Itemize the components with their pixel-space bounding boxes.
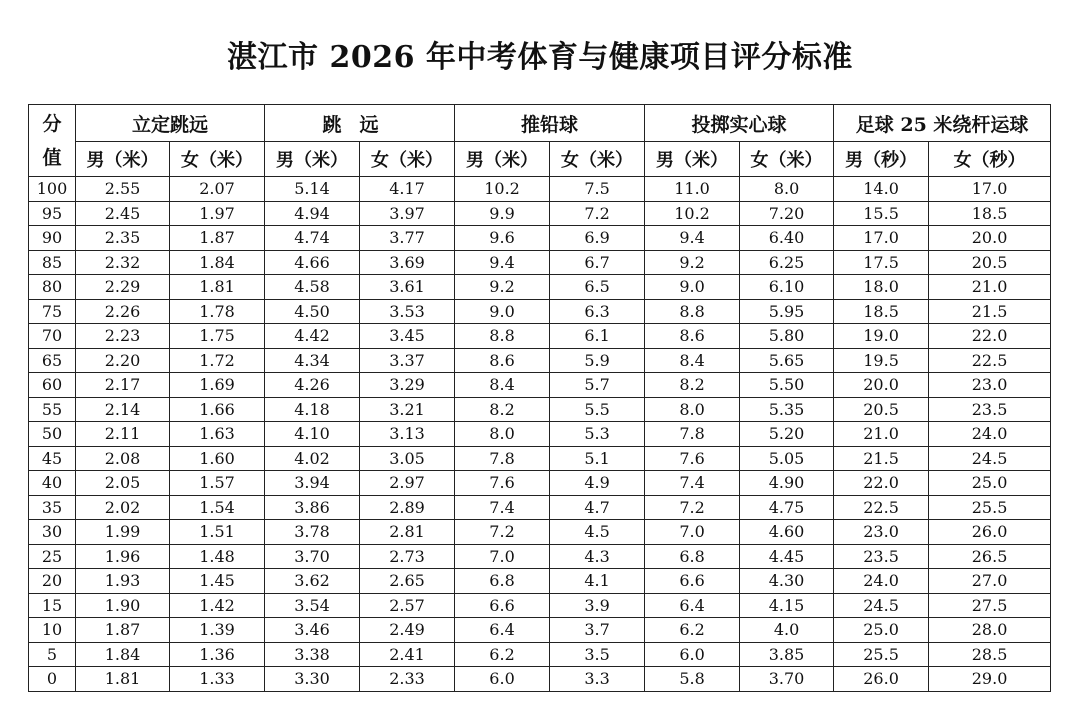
table-cell: 2.55 (76, 177, 170, 202)
score-cell: 80 (29, 275, 76, 300)
table-cell: 3.37 (360, 348, 455, 373)
table-cell: 1.48 (170, 544, 265, 569)
table-cell: 3.70 (265, 544, 360, 569)
table-cell: 4.34 (265, 348, 360, 373)
table-cell: 4.42 (265, 324, 360, 349)
table-cell: 2.23 (76, 324, 170, 349)
table-cell: 18.5 (834, 299, 929, 324)
score-cell: 25 (29, 544, 76, 569)
table-cell: 6.0 (455, 667, 550, 692)
table-cell: 22.5 (929, 348, 1051, 373)
table-cell: 2.17 (76, 373, 170, 398)
table-row (29, 446, 1051, 471)
table-cell: 7.20 (740, 201, 834, 226)
score-cell: 60 (29, 373, 76, 398)
table-cell: 1.81 (76, 667, 170, 692)
table-cell: 1.60 (170, 446, 265, 471)
table-cell: 22.0 (929, 324, 1051, 349)
table-cell: 5.14 (265, 177, 360, 202)
table-cell: 5.7 (550, 373, 645, 398)
table-cell: 6.3 (550, 299, 645, 324)
table-cell: 1.69 (170, 373, 265, 398)
table-row (29, 618, 1051, 643)
table-cell: 7.4 (645, 471, 740, 496)
table-cell: 2.33 (360, 667, 455, 692)
subheader-cell: 女（米） (170, 142, 265, 177)
table-cell: 2.02 (76, 495, 170, 520)
event-header-medicine-ball: 投掷实心球 (645, 105, 834, 142)
table-row (29, 422, 1051, 447)
table-cell: 5.50 (740, 373, 834, 398)
table-cell: 1.96 (76, 544, 170, 569)
table-cell: 20.5 (834, 397, 929, 422)
table-row (29, 593, 1051, 618)
table-cell: 5.35 (740, 397, 834, 422)
table-cell: 7.0 (645, 520, 740, 545)
table-cell: 3.54 (265, 593, 360, 618)
event-header-long-jump: 跳远 (265, 105, 455, 142)
table-cell: 5.65 (740, 348, 834, 373)
table-cell: 8.0 (645, 397, 740, 422)
table-cell: 2.11 (76, 422, 170, 447)
score-column-header (29, 105, 76, 177)
table-cell: 21.5 (834, 446, 929, 471)
table-cell: 1.42 (170, 593, 265, 618)
subheader-cell: 女（秒） (929, 142, 1051, 177)
table-cell: 9.6 (455, 226, 550, 251)
table-cell: 3.38 (265, 642, 360, 667)
table-cell: 7.2 (455, 520, 550, 545)
table-cell: 7.2 (645, 495, 740, 520)
table-cell: 8.0 (455, 422, 550, 447)
table-cell: 23.5 (834, 544, 929, 569)
table-cell: 1.39 (170, 618, 265, 643)
table-cell: 3.21 (360, 397, 455, 422)
table-cell: 9.4 (455, 250, 550, 275)
table-cell: 4.60 (740, 520, 834, 545)
subheader-cell: 男（米） (76, 142, 170, 177)
table-cell: 4.02 (265, 446, 360, 471)
table-row (29, 397, 1051, 422)
table-cell: 9.9 (455, 201, 550, 226)
subheader-cell: 男（米） (645, 142, 740, 177)
score-cell: 5 (29, 642, 76, 667)
table-cell: 1.51 (170, 520, 265, 545)
table-cell: 4.15 (740, 593, 834, 618)
table-cell: 24.5 (929, 446, 1051, 471)
table-cell: 1.84 (76, 642, 170, 667)
table-cell: 3.5 (550, 642, 645, 667)
score-cell: 95 (29, 201, 76, 226)
table-cell: 2.05 (76, 471, 170, 496)
table-cell: 4.74 (265, 226, 360, 251)
table-cell: 1.66 (170, 397, 265, 422)
table-cell: 1.81 (170, 275, 265, 300)
table-cell: 17.0 (834, 226, 929, 251)
table-cell: 2.20 (76, 348, 170, 373)
score-header-bottom: 值 (42, 146, 62, 169)
table-cell: 8.4 (455, 373, 550, 398)
table-row (29, 226, 1051, 251)
score-cell: 20 (29, 569, 76, 594)
table-cell: 20.5 (929, 250, 1051, 275)
score-cell: 70 (29, 324, 76, 349)
table-cell: 1.93 (76, 569, 170, 594)
table-cell: 7.0 (455, 544, 550, 569)
table-cell: 23.0 (834, 520, 929, 545)
table-cell: 9.0 (455, 299, 550, 324)
table-cell: 25.5 (834, 642, 929, 667)
table-cell: 5.80 (740, 324, 834, 349)
score-cell: 75 (29, 299, 76, 324)
table-cell: 4.7 (550, 495, 645, 520)
table-cell: 6.25 (740, 250, 834, 275)
table-cell: 3.30 (265, 667, 360, 692)
table-cell: 25.5 (929, 495, 1051, 520)
scoring-standard-table (28, 104, 1051, 692)
table-cell: 23.5 (929, 397, 1051, 422)
table-cell: 7.4 (455, 495, 550, 520)
table-cell: 1.84 (170, 250, 265, 275)
table-cell: 6.5 (550, 275, 645, 300)
table-cell: 9.2 (645, 250, 740, 275)
table-cell: 1.57 (170, 471, 265, 496)
table-cell: 10.2 (455, 177, 550, 202)
table-cell: 4.94 (265, 201, 360, 226)
table-cell: 1.36 (170, 642, 265, 667)
table-cell: 1.99 (76, 520, 170, 545)
table-cell: 19.5 (834, 348, 929, 373)
table-cell: 11.0 (645, 177, 740, 202)
table-cell: 6.4 (455, 618, 550, 643)
subheader-cell: 男（秒） (834, 142, 929, 177)
table-row (29, 667, 1051, 692)
table-cell: 18.0 (834, 275, 929, 300)
score-cell: 10 (29, 618, 76, 643)
table-cell: 4.9 (550, 471, 645, 496)
table-cell: 19.0 (834, 324, 929, 349)
subheader-cell: 女（米） (740, 142, 834, 177)
table-cell: 7.2 (550, 201, 645, 226)
table-cell: 1.72 (170, 348, 265, 373)
table-cell: 2.14 (76, 397, 170, 422)
event-header-shot-put: 推铅球 (455, 105, 645, 142)
event-header-standing-long-jump: 立定跳远 (76, 105, 265, 142)
table-body (29, 177, 1051, 692)
table-cell: 8.2 (645, 373, 740, 398)
table-cell: 5.5 (550, 397, 645, 422)
table-cell: 28.5 (929, 642, 1051, 667)
table-cell: 6.4 (645, 593, 740, 618)
score-cell: 40 (29, 471, 76, 496)
table-row (29, 324, 1051, 349)
table-row (29, 373, 1051, 398)
table-cell: 3.85 (740, 642, 834, 667)
table-cell: 27.0 (929, 569, 1051, 594)
table-cell: 4.3 (550, 544, 645, 569)
table-cell: 6.0 (645, 642, 740, 667)
table-cell: 8.0 (740, 177, 834, 202)
table-cell: 17.5 (834, 250, 929, 275)
table-cell: 25.0 (834, 618, 929, 643)
table-cell: 5.20 (740, 422, 834, 447)
table-cell: 2.07 (170, 177, 265, 202)
score-cell: 0 (29, 667, 76, 692)
subheader-cell: 男（米） (455, 142, 550, 177)
table-cell: 7.8 (455, 446, 550, 471)
table-row (29, 471, 1051, 496)
table-cell: 3.05 (360, 446, 455, 471)
table-row (29, 569, 1051, 594)
table-cell: 18.5 (929, 201, 1051, 226)
score-cell: 30 (29, 520, 76, 545)
table-cell: 10.2 (645, 201, 740, 226)
table-cell: 3.9 (550, 593, 645, 618)
table-cell: 5.95 (740, 299, 834, 324)
table-cell: 22.5 (834, 495, 929, 520)
table-cell: 4.75 (740, 495, 834, 520)
table-cell: 8.6 (455, 348, 550, 373)
table-cell: 3.29 (360, 373, 455, 398)
table-cell: 6.6 (645, 569, 740, 594)
table-cell: 6.40 (740, 226, 834, 251)
table-cell: 1.45 (170, 569, 265, 594)
table-row (29, 348, 1051, 373)
score-cell: 90 (29, 226, 76, 251)
table-cell: 9.2 (455, 275, 550, 300)
table-cell: 20.0 (834, 373, 929, 398)
table-row (29, 642, 1051, 667)
table-cell: 9.0 (645, 275, 740, 300)
table-cell: 4.17 (360, 177, 455, 202)
table-cell: 4.45 (740, 544, 834, 569)
table-cell: 1.78 (170, 299, 265, 324)
table-cell: 14.0 (834, 177, 929, 202)
table-cell: 3.45 (360, 324, 455, 349)
table-cell: 3.78 (265, 520, 360, 545)
table-cell: 4.90 (740, 471, 834, 496)
table-row (29, 250, 1051, 275)
table-cell: 26.0 (834, 667, 929, 692)
table-cell: 3.97 (360, 201, 455, 226)
table-row (29, 177, 1051, 202)
table-cell: 9.4 (645, 226, 740, 251)
table-cell: 2.26 (76, 299, 170, 324)
table-cell: 27.5 (929, 593, 1051, 618)
table-cell: 1.75 (170, 324, 265, 349)
table-cell: 3.70 (740, 667, 834, 692)
score-cell: 45 (29, 446, 76, 471)
table-cell: 25.0 (929, 471, 1051, 496)
table-cell: 3.94 (265, 471, 360, 496)
table-cell: 4.5 (550, 520, 645, 545)
table-cell: 3.46 (265, 618, 360, 643)
table-cell: 7.6 (645, 446, 740, 471)
table-cell: 7.8 (645, 422, 740, 447)
subheader-cell: 女（米） (550, 142, 645, 177)
table-cell: 3.61 (360, 275, 455, 300)
table-cell: 29.0 (929, 667, 1051, 692)
table-cell: 6.7 (550, 250, 645, 275)
table-cell: 1.33 (170, 667, 265, 692)
table-cell: 8.8 (455, 324, 550, 349)
table-cell: 5.9 (550, 348, 645, 373)
table-cell: 20.0 (929, 226, 1051, 251)
score-cell: 85 (29, 250, 76, 275)
table-cell: 2.73 (360, 544, 455, 569)
score-cell: 55 (29, 397, 76, 422)
table-cell: 4.10 (265, 422, 360, 447)
table-cell: 2.41 (360, 642, 455, 667)
table-cell: 7.6 (455, 471, 550, 496)
score-header-top: 分 (42, 112, 62, 135)
score-cell: 50 (29, 422, 76, 447)
table-cell: 2.32 (76, 250, 170, 275)
score-cell: 35 (29, 495, 76, 520)
table-cell: 2.81 (360, 520, 455, 545)
table-cell: 1.63 (170, 422, 265, 447)
table-cell: 2.08 (76, 446, 170, 471)
table-cell: 6.1 (550, 324, 645, 349)
table-cell: 24.0 (929, 422, 1051, 447)
table-cell: 6.8 (455, 569, 550, 594)
table-cell: 3.69 (360, 250, 455, 275)
table-cell: 4.18 (265, 397, 360, 422)
table-cell: 2.29 (76, 275, 170, 300)
table-cell: 4.58 (265, 275, 360, 300)
table-row (29, 201, 1051, 226)
table-cell: 2.35 (76, 226, 170, 251)
table-cell: 26.5 (929, 544, 1051, 569)
table-cell: 6.9 (550, 226, 645, 251)
table-cell: 6.2 (455, 642, 550, 667)
table-cell: 8.4 (645, 348, 740, 373)
table-row (29, 275, 1051, 300)
table-cell: 6.6 (455, 593, 550, 618)
table-cell: 5.3 (550, 422, 645, 447)
table-cell: 6.2 (645, 618, 740, 643)
subheader-cell: 女（米） (360, 142, 455, 177)
table-cell: 24.5 (834, 593, 929, 618)
table-cell: 22.0 (834, 471, 929, 496)
table-cell: 2.57 (360, 593, 455, 618)
table-cell: 1.90 (76, 593, 170, 618)
table-cell: 8.2 (455, 397, 550, 422)
gender-unit-header-row (29, 142, 1051, 177)
score-cell: 65 (29, 348, 76, 373)
table-cell: 8.8 (645, 299, 740, 324)
table-cell: 5.1 (550, 446, 645, 471)
table-cell: 21.0 (834, 422, 929, 447)
table-cell: 2.65 (360, 569, 455, 594)
table-row (29, 299, 1051, 324)
table-header (29, 105, 1051, 177)
table-cell: 6.10 (740, 275, 834, 300)
table-cell: 24.0 (834, 569, 929, 594)
table-cell: 3.62 (265, 569, 360, 594)
table-cell: 3.77 (360, 226, 455, 251)
table-cell: 2.45 (76, 201, 170, 226)
table-cell: 2.97 (360, 471, 455, 496)
table-cell: 3.53 (360, 299, 455, 324)
table-cell: 4.1 (550, 569, 645, 594)
table-cell: 8.6 (645, 324, 740, 349)
table-cell: 7.5 (550, 177, 645, 202)
table-cell: 1.54 (170, 495, 265, 520)
table-cell: 17.0 (929, 177, 1051, 202)
table-cell: 3.13 (360, 422, 455, 447)
table-cell: 26.0 (929, 520, 1051, 545)
table-cell: 4.30 (740, 569, 834, 594)
subheader-cell: 男（米） (265, 142, 360, 177)
table-cell: 1.97 (170, 201, 265, 226)
table-cell: 3.7 (550, 618, 645, 643)
table-cell: 4.26 (265, 373, 360, 398)
table-row (29, 495, 1051, 520)
table-cell: 23.0 (929, 373, 1051, 398)
score-cell: 15 (29, 593, 76, 618)
table-cell: 6.8 (645, 544, 740, 569)
table-cell: 5.05 (740, 446, 834, 471)
table-cell: 4.50 (265, 299, 360, 324)
event-header-football-dribble: 足球 25 米绕杆运球 (834, 105, 1051, 142)
table-cell: 21.5 (929, 299, 1051, 324)
table-row (29, 544, 1051, 569)
table-cell: 2.89 (360, 495, 455, 520)
table-cell: 1.87 (170, 226, 265, 251)
table-cell: 2.49 (360, 618, 455, 643)
table-row (29, 520, 1051, 545)
table-cell: 21.0 (929, 275, 1051, 300)
score-cell: 100 (29, 177, 76, 202)
table-cell: 1.87 (76, 618, 170, 643)
table-cell: 15.5 (834, 201, 929, 226)
page-title: 湛江市 2026 年中考体育与健康项目评分标准 (227, 40, 853, 75)
event-header-row (29, 105, 1051, 142)
table-cell: 5.8 (645, 667, 740, 692)
table-cell: 28.0 (929, 618, 1051, 643)
table-cell: 4.0 (740, 618, 834, 643)
table-cell: 3.3 (550, 667, 645, 692)
table-cell: 3.86 (265, 495, 360, 520)
table-cell: 4.66 (265, 250, 360, 275)
